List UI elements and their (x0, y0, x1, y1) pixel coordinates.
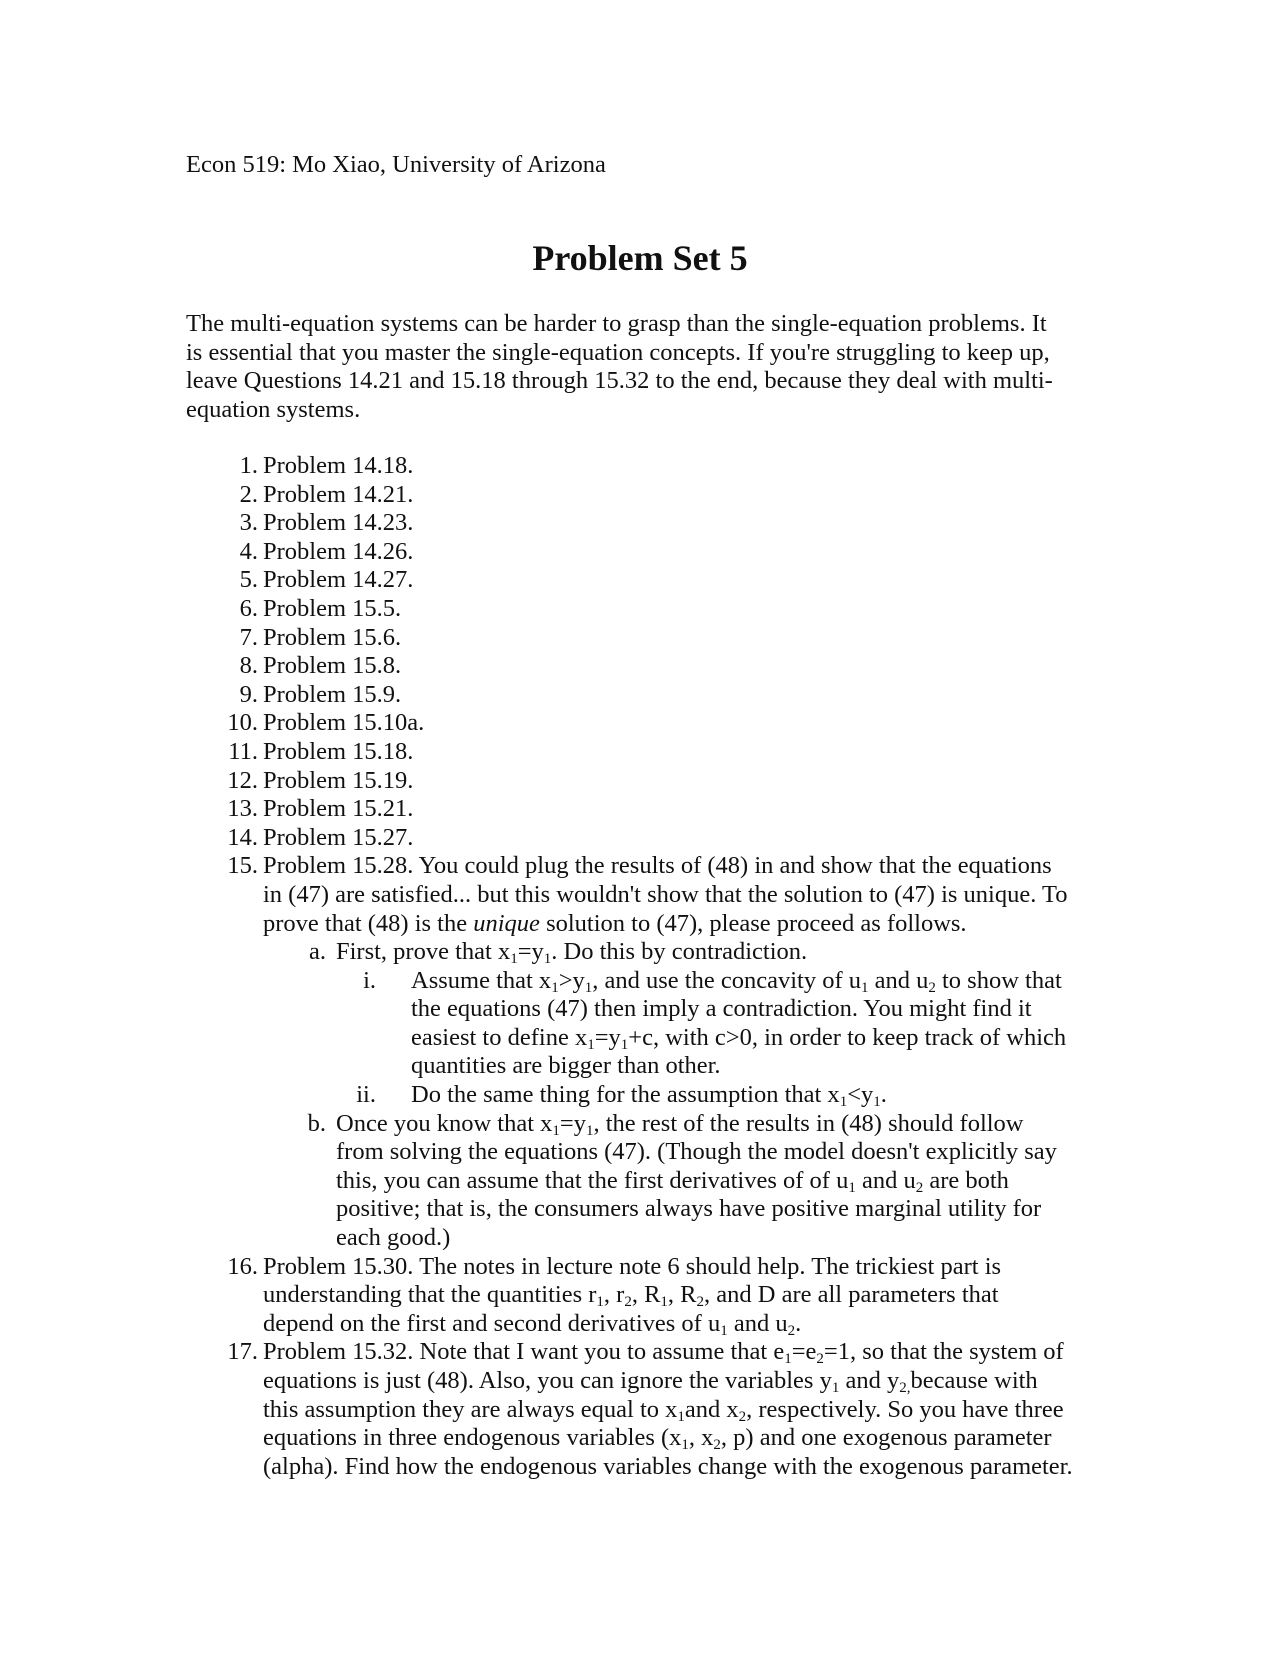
list-item: 12. Problem 15.19. (227, 766, 414, 794)
list-item: 13. Problem 15.21. (227, 795, 414, 823)
list-item-17: 17. Problem 15.32. Note that I want you to assume that $e_1=e_2=1$, so that the system of (227, 1338, 1064, 1368)
list-item-15: 15. Problem 15.28. You could plug the results of (48) in and show that the equations (227, 852, 1052, 880)
intro-line: equation systems. (186, 395, 361, 423)
list-item-17-cont: equations in three endogenous variables ($x_1$, $x_2$, p) and one exogenous parameter (263, 1424, 1052, 1454)
sub-item-b-cont: each good.) (336, 1224, 451, 1252)
list-item: 2. Problem 14.21. (239, 480, 414, 508)
list-item: 7. Problem 15.6. (239, 623, 402, 651)
sub-item-ii: ii. Do the same thing for the assumption that $x_1<y_1$. (356, 1081, 887, 1111)
list-item: 8. Problem 15.8. (239, 652, 402, 680)
list-item: 5. Problem 14.27. (239, 566, 414, 594)
course-header: Econ 519: Mo Xiao, University of Arizona (186, 151, 606, 178)
list-item-17-cont: equations is just (48). Also, you can ignore the variables $y_1$ and $y_{2,}because$ with (263, 1367, 1038, 1396)
list-item: 10. Problem 15.10a. (227, 709, 425, 737)
list-item: 11. Problem 15.18. (228, 737, 414, 765)
list-item: 3. Problem 14.23. (239, 509, 414, 537)
list-item-16-cont: understanding that the quantities $r_1$, $r_2$, $R_1$, $R_2$, and D are all parameters that (263, 1281, 999, 1311)
sub-item-b: b. Once you know that $x_1=y_1$, the rest of the results in (48) should follow (307, 1109, 1024, 1139)
sub-item-i-cont: quantities are bigger than other. (411, 1052, 721, 1080)
list-item-15-cont: in (47) are satisfied... but this wouldn't show that the solution to (47) is unique. To (263, 880, 1068, 908)
list-item: 6. Problem 15.5. (239, 594, 402, 622)
sub-item-i: i. Assume that $x_1>y_1$, and use the concavity of $u_1$ and $u_2$ to show that (363, 966, 1062, 996)
sub-item-i-cont: easiest to define $x_1=y_1+c$, with c>0, in order to keep track of which (411, 1023, 1067, 1053)
intro-line: is essential that you master the single-equation concepts. If you're struggling to keep up, (186, 338, 1050, 366)
intro-line: leave Questions 14.21 and 15.18 through 15.32 to the end, because they deal with multi- (186, 367, 1053, 395)
list-item-17-cont: this assumption they are always equal to $x_1and$ $x_2$, respectively. So you have three (263, 1395, 1064, 1425)
list-item-16-cont: depend on the first and second derivatives of $u_1$ and $u_2$. (263, 1309, 802, 1339)
sub-item-b-cont: from solving the equations (47). (Though the model doesn't explicitly say (336, 1138, 1057, 1166)
list-item: 9. Problem 15.9. (239, 680, 402, 708)
list-item: 14. Problem 15.27. (227, 823, 414, 851)
list-item-16: 16. Problem 15.30. The notes in lecture note 6 should help. The trickiest part is (227, 1252, 1002, 1280)
list-item-15-cont: prove that (48) is the unique solution to (47), please proceed as follows. (263, 909, 967, 937)
list-item-17-cont: (alpha). Find how the endogenous variables change with the exogenous parameter. (263, 1452, 1073, 1480)
page-title: Problem Set 5 (532, 238, 748, 278)
sub-item-a: a. First, prove that $x_1=y_1$. Do this by contradiction. (309, 938, 808, 968)
sub-item-b-cont: positive; that is, the consumers always have positive marginal utility for (336, 1195, 1042, 1223)
emphasis-unique: unique (473, 909, 540, 937)
intro-paragraph (186, 310, 1086, 424)
list-item: 1. Problem 14.18. (239, 452, 414, 479)
sub-item-i-cont: the equations (47) then imply a contradiction. You might find it (411, 995, 1032, 1023)
problem-list (186, 452, 1186, 1481)
intro-line: The multi-equation systems can be harder to grasp than the single-equation problems. It (186, 310, 1047, 337)
sub-item-b-cont: this, you can assume that the first derivatives of of $u_1$ and $u_2$ are both (336, 1166, 1009, 1196)
list-item: 4. Problem 14.26. (239, 537, 414, 565)
